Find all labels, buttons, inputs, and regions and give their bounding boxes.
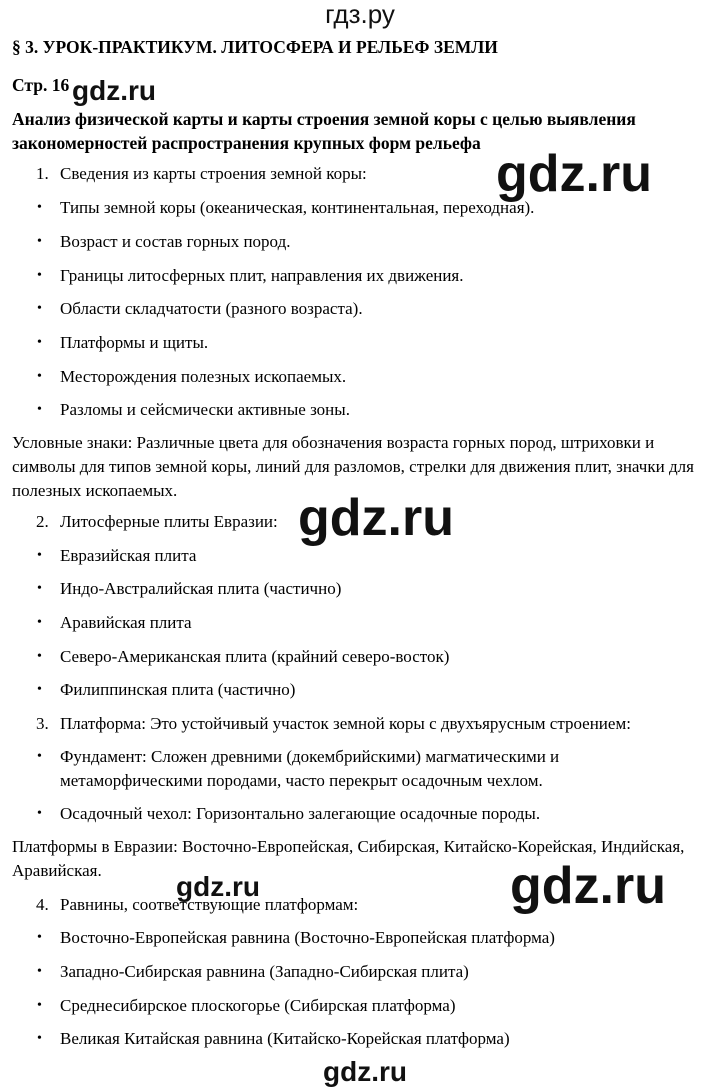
bullet-icon: •: [37, 335, 42, 350]
lesson-title: § 3. УРОК-ПРАКТИКУМ. ЛИТОСФЕРА И РЕЛЬЕФ ЗЕМЛИ: [12, 37, 498, 57]
platforms-paragraph: Платформы в Евразии: Восточно-Европейская, Сибирская, Китайско-Корейская, Индийская, Аравийская.: [12, 837, 685, 880]
bullet-icon: •: [37, 615, 42, 630]
list-text: Сведения из карты строения земной коры:: [60, 164, 367, 183]
list-text: Восточно-Европейская равнина (Восточно-Европейская платформа): [60, 928, 555, 947]
bullet-icon: •: [37, 369, 42, 384]
page-reference: Стр. 16: [12, 75, 70, 95]
list-text: Литосферные плиты Евразии:: [60, 512, 278, 531]
list-text: Месторождения полезных ископаемых.: [60, 367, 347, 386]
watermark: gdz.ru: [323, 1056, 407, 1087]
bullet-icon: •: [37, 268, 42, 283]
bullet-icon: •: [37, 806, 42, 821]
list-text: Филиппинская плита (частично): [60, 680, 296, 699]
watermark: gdz.ru: [298, 489, 454, 547]
list-number: 1.: [36, 164, 49, 183]
list-text: Платформа: Это устойчивый участок земной коры с двухъярусным строением:: [60, 714, 631, 733]
bullet-icon: •: [37, 234, 42, 249]
list-number: 4.: [36, 895, 49, 914]
bullet-icon: •: [37, 749, 42, 764]
list-text: Области складчатости (разного возраста).: [60, 299, 363, 318]
list-text: Аравийская плита: [60, 613, 192, 632]
watermark: gdz.ru: [176, 871, 260, 902]
list-number: 3.: [36, 714, 49, 733]
list-text: Великая Китайская равнина (Китайско-Корейская платформа): [60, 1029, 510, 1048]
site-header[interactable]: гдз.ру: [325, 0, 395, 29]
list-text: Равнины, соответствующие платформам:: [60, 895, 359, 914]
legend-paragraph: Условные знаки: Различные цвета для обозначения возраста горных пород, штриховки и символы для типов земной коры, линий для разломов, стрелки для движения плит, значки для полезных ископаемых.: [12, 433, 694, 500]
watermark: gdz.ru: [496, 145, 652, 203]
bullet-icon: •: [37, 1031, 42, 1046]
bullet-icon: •: [37, 402, 42, 417]
list-text: Возраст и состав горных пород.: [60, 232, 291, 251]
watermark: gdz.ru: [510, 857, 666, 915]
watermark: gdz.ru: [72, 75, 156, 106]
bullet-icon: •: [37, 964, 42, 979]
bullet-icon: •: [37, 581, 42, 596]
bullet-icon: •: [37, 649, 42, 664]
list-text: Западно-Сибирская равнина (Западно-Сибирская плита): [60, 962, 469, 981]
list-text: Платформы и щиты.: [60, 333, 209, 352]
list-number: 2.: [36, 512, 49, 531]
bullet-icon: •: [37, 998, 42, 1013]
bullet-icon: •: [37, 200, 42, 215]
list-text: Границы литосферных плит, направления их движения.: [60, 266, 464, 285]
list-text: Среднесибирское плоскогорье (Сибирская платформа): [60, 996, 456, 1015]
bullet-icon: •: [37, 548, 42, 563]
bullet-icon: •: [37, 682, 42, 697]
list-text: Фундамент: Сложен древними (докембрийскими) магматическими и метаморфическими породами, часто перекрыт осадочным чехлом.: [60, 747, 560, 790]
list-text: Евразийская плита: [60, 546, 197, 565]
list-text: Осадочный чехол: Горизонтально залегающие осадочные породы.: [60, 804, 541, 823]
bullet-icon: •: [37, 930, 42, 945]
list-text: Разломы и сейсмически активные зоны.: [60, 400, 350, 419]
task-heading: Анализ физической карты и карты строения земной коры с целью выявления закономерностей распространения крупных форм рельефа: [12, 109, 636, 153]
list-text: Индо-Австралийская плита (частично): [60, 579, 342, 598]
list-text: Типы земной коры (океаническая, континентальная, переходная).: [60, 198, 535, 217]
list-text: Северо-Американская плита (крайний северо-восток): [60, 647, 450, 666]
bullet-icon: •: [37, 301, 42, 316]
